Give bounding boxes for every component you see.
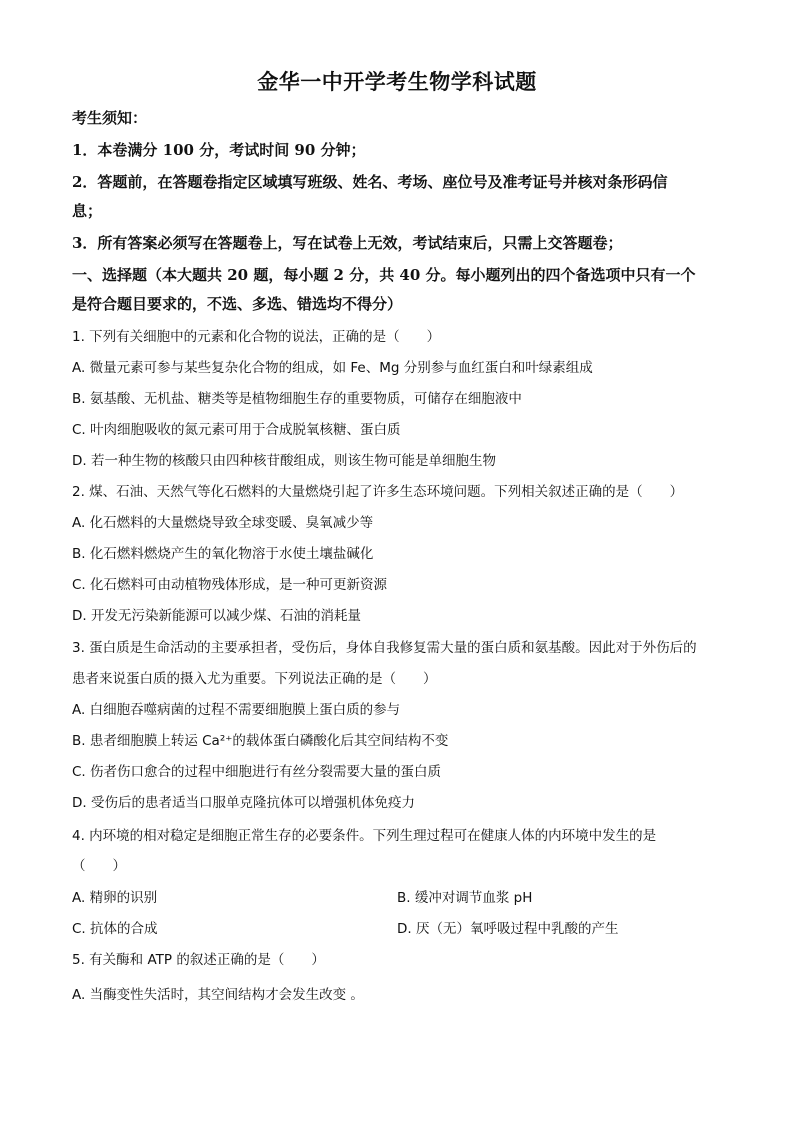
notice-item-3: 3．所有答案必须写在答题卷上，写在试卷上无效，考试结束后，只需上交答题卷； (72, 234, 623, 252)
question-4-option-a: A. 精卵的识别 (72, 890, 158, 906)
question-4-stem: 4. 内环境的相对稳定是细胞正常生存的必要条件。下列生理过程可在健康人体的内环境中发生的是 (72, 828, 657, 844)
section-heading: 一、选择题（本大题共 20 题，每小题 2 分，共 40 分。每小题列出的四个备选项中只有一个 (72, 266, 696, 284)
question-4-stem-cont: （ ） (72, 858, 126, 874)
question-2-option-b: B. 化石燃料燃烧产生的氧化物溶于水使土壤盐碱化 (72, 546, 374, 562)
question-3-stem-cont: 患者来说蛋白质的摄入尤为重要。下列说法正确的是（ ） (72, 671, 437, 687)
question-2-stem: 2. 煤、石油、天然气等化石燃料的大量燃烧引起了许多生态环境问题。下列相关叙述正确的是（ ） (72, 484, 684, 500)
question-2-option-d: D. 开发无污染新能源可以减少煤、石油的消耗量 (72, 608, 361, 624)
question-1-stem: 1. 下列有关细胞中的元素和化合物的说法，正确的是（ ） (72, 329, 441, 345)
question-3-option-d: D. 受伤后的患者适当口服单克隆抗体可以增强机体免疫力 (72, 795, 415, 811)
notice-item-2: 2．答题前，在答题卷指定区域填写班级、姓名、考场、座位号及准考证号并核对条形码信 (72, 173, 668, 191)
question-2-option-a: A. 化石燃料的大量燃烧导致全球变暖、臭氧减少等 (72, 515, 374, 531)
question-5-stem: 5. 有关酶和 ATP 的叙述正确的是（ ） (72, 952, 325, 968)
notice-item-2-cont: 息； (72, 202, 103, 220)
notice-heading: 考生须知： (72, 109, 148, 127)
question-3-option-a: A. 白细胞吞噬病菌的过程不需要细胞膜上蛋白质的参与 (72, 702, 401, 718)
question-1-option-b: B. 氨基酸、无机盐、糖类等是植物细胞生存的重要物质，可储存在细胞液中 (72, 391, 522, 407)
question-5-option-a: A. 当酶变性失活时，其空间结构才会发生改变 。 (72, 987, 364, 1003)
question-2-option-c: C. 化石燃料可由动植物残体形成，是一种可更新资源 (72, 577, 388, 593)
question-1-option-c: C. 叶肉细胞吸收的氮元素可用于合成脱氧核糖、蛋白质 (72, 422, 401, 438)
question-3-option-b: B. 患者细胞膜上转运 Ca²⁺的载体蛋白磷酸化后其空间结构不变 (72, 733, 449, 749)
question-1-option-a: A. 微量元素可参与某些复杂化合物的组成，如 Fe、Mg 分别参与血红蛋白和叶绿素组成 (72, 360, 593, 376)
section-heading-cont: 是符合题目要求的，不选、多选、错选均不得分） (72, 295, 403, 313)
question-4-option-c: C. 抗体的合成 (72, 921, 158, 937)
question-4-option-b: B. 缓冲对调节血浆 pH (397, 890, 533, 906)
question-3-stem: 3. 蛋白质是生命活动的主要承担者，受伤后，身体自我修复需大量的蛋白质和氨基酸。因此对于外伤后的 (72, 640, 697, 656)
question-1-option-d: D. 若一种生物的核酸只由四种核苷酸组成，则该生物可能是单细胞生物 (72, 453, 496, 469)
question-3-option-c: C. 伤者伤口愈合的过程中细胞进行有丝分裂需要大量的蛋白质 (72, 764, 442, 780)
question-4-option-d: D. 厌（无）氧呼吸过程中乳酸的产生 (397, 921, 619, 937)
page-title: 金华一中开学考生物学科试题 (257, 69, 537, 94)
notice-item-1: 1．本卷满分 100 分，考试时间 90 分钟； (72, 141, 366, 159)
